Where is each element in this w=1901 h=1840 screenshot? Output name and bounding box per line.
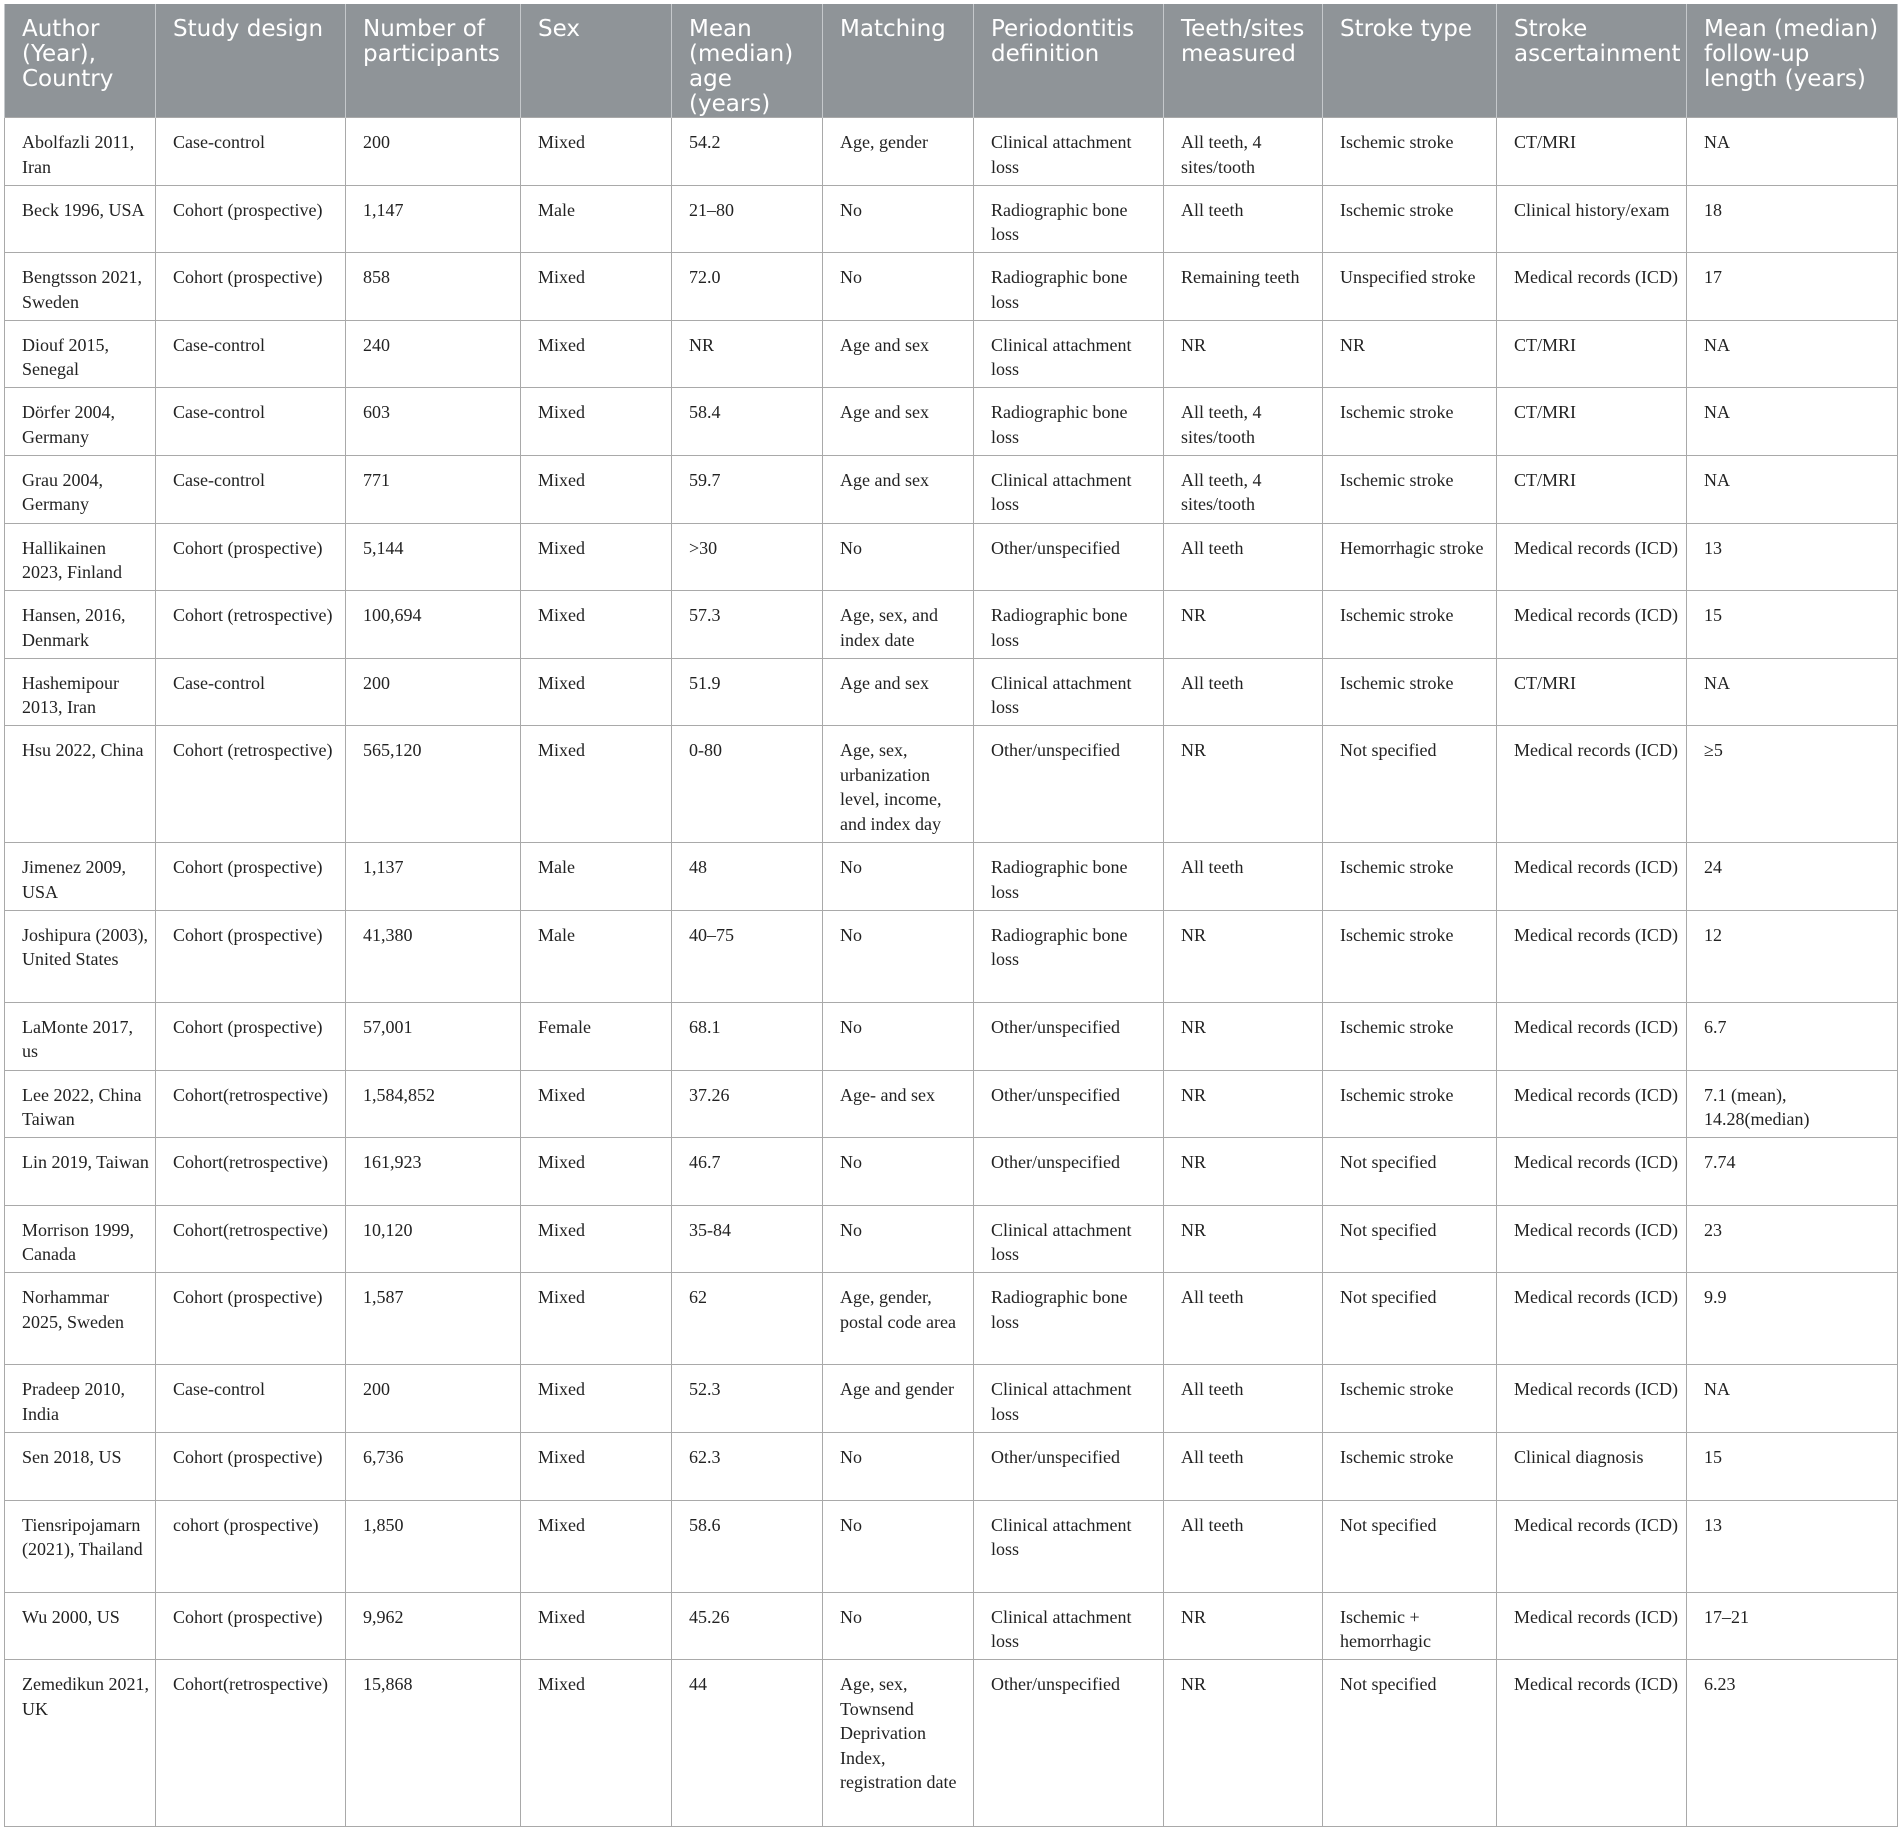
cell-stroke-type: Hemorrhagic stroke	[1323, 523, 1497, 591]
cell-participants: 1,584,852	[346, 1070, 521, 1138]
cell-matching: No	[823, 523, 974, 591]
cell-follow-up: NA	[1687, 320, 1898, 388]
cell-study-design: Cohort (prospective)	[156, 1273, 346, 1365]
cell-stroke-ascertainment: CT/MRI	[1497, 455, 1687, 523]
cell-study-design: Case-control	[156, 320, 346, 388]
cell-stroke-type: Not specified	[1323, 726, 1497, 843]
column-header-age: Mean (median) age (years)	[672, 4, 823, 118]
cell-matching: Age, gender, postal code area	[823, 1273, 974, 1365]
cell-periodontitis-definition: Radiographic bone loss	[974, 388, 1164, 456]
cell-participants: 1,587	[346, 1273, 521, 1365]
cell-author: Norhammar 2025, Sweden	[5, 1273, 156, 1365]
cell-teeth-sites: NR	[1164, 1660, 1323, 1827]
cell-age: 68.1	[672, 1002, 823, 1070]
cell-periodontitis-definition: Clinical attachment loss	[974, 118, 1164, 186]
cell-follow-up: NA	[1687, 455, 1898, 523]
cell-stroke-ascertainment: Clinical diagnosis	[1497, 1432, 1687, 1500]
cell-study-design: Cohort (prospective)	[156, 910, 346, 1002]
cell-sex: Mixed	[521, 1205, 672, 1273]
column-header-sex: Sex	[521, 4, 672, 118]
cell-periodontitis-definition: Clinical attachment loss	[974, 1592, 1164, 1660]
column-header-matching: Matching	[823, 4, 974, 118]
column-header-follow-up: Mean (median) follow-up length (years)	[1687, 4, 1898, 118]
table-row	[5, 1660, 1898, 1827]
table-row	[5, 1205, 1898, 1273]
cell-stroke-ascertainment: Medical records (ICD)	[1497, 1660, 1687, 1827]
cell-periodontitis-definition: Other/unspecified	[974, 1070, 1164, 1138]
cell-follow-up: 6.23	[1687, 1660, 1898, 1827]
cell-follow-up: 13	[1687, 523, 1898, 591]
column-header-stroke-type: Stroke type	[1323, 4, 1497, 118]
cell-stroke-type: Ischemic stroke	[1323, 910, 1497, 1002]
cell-sex: Mixed	[521, 253, 672, 321]
cell-age: 58.6	[672, 1500, 823, 1592]
table-row	[5, 726, 1898, 843]
cell-author: Bengtsson 2021, Sweden	[5, 253, 156, 321]
cell-sex: Mixed	[521, 1365, 672, 1433]
cell-study-design: Cohort (prospective)	[156, 1592, 346, 1660]
cell-stroke-type: Ischemic stroke	[1323, 1002, 1497, 1070]
cell-periodontitis-definition: Clinical attachment loss	[974, 658, 1164, 726]
cell-study-design: Case-control	[156, 118, 346, 186]
cell-periodontitis-definition: Clinical attachment loss	[974, 1365, 1164, 1433]
cell-periodontitis-definition: Other/unspecified	[974, 523, 1164, 591]
table-row	[5, 591, 1898, 659]
cell-follow-up: 9.9	[1687, 1273, 1898, 1365]
cell-follow-up: 7.1 (mean), 14.28(median)	[1687, 1070, 1898, 1138]
cell-age: 40–75	[672, 910, 823, 1002]
table-row	[5, 1432, 1898, 1500]
cell-sex: Mixed	[521, 726, 672, 843]
cell-sex: Mixed	[521, 1432, 672, 1500]
cell-sex: Mixed	[521, 118, 672, 186]
cell-participants: 1,137	[346, 843, 521, 911]
cell-sex: Mixed	[521, 658, 672, 726]
cell-teeth-sites: All teeth	[1164, 1273, 1323, 1365]
cell-study-design: cohort (prospective)	[156, 1500, 346, 1592]
cell-teeth-sites: All teeth	[1164, 843, 1323, 911]
cell-study-design: Cohort(retrospective)	[156, 1205, 346, 1273]
cell-stroke-ascertainment: CT/MRI	[1497, 658, 1687, 726]
table-row	[5, 910, 1898, 1002]
cell-study-design: Cohort (prospective)	[156, 523, 346, 591]
cell-periodontitis-definition: Clinical attachment loss	[974, 1205, 1164, 1273]
cell-stroke-ascertainment: Medical records (ICD)	[1497, 1592, 1687, 1660]
cell-matching: Age and sex	[823, 455, 974, 523]
cell-matching: No	[823, 843, 974, 911]
cell-author: Diouf 2015, Senegal	[5, 320, 156, 388]
cell-age: 37.26	[672, 1070, 823, 1138]
cell-stroke-ascertainment: Medical records (ICD)	[1497, 1138, 1687, 1206]
cell-sex: Mixed	[521, 455, 672, 523]
cell-study-design: Case-control	[156, 388, 346, 456]
cell-age: 0-80	[672, 726, 823, 843]
cell-age: 51.9	[672, 658, 823, 726]
cell-stroke-type: Unspecified stroke	[1323, 253, 1497, 321]
cell-stroke-ascertainment: Clinical history/exam	[1497, 185, 1687, 253]
cell-periodontitis-definition: Other/unspecified	[974, 1660, 1164, 1827]
cell-stroke-type: NR	[1323, 320, 1497, 388]
cell-participants: 57,001	[346, 1002, 521, 1070]
cell-periodontitis-definition: Other/unspecified	[974, 1432, 1164, 1500]
cell-study-design: Case-control	[156, 1365, 346, 1433]
cell-author: Dörfer 2004, Germany	[5, 388, 156, 456]
cell-study-design: Cohort(retrospective)	[156, 1660, 346, 1827]
cell-stroke-type: Ischemic stroke	[1323, 1432, 1497, 1500]
cell-age: 62.3	[672, 1432, 823, 1500]
table-row	[5, 658, 1898, 726]
cell-teeth-sites: All teeth	[1164, 1500, 1323, 1592]
cell-periodontitis-definition: Clinical attachment loss	[974, 320, 1164, 388]
table-row	[5, 523, 1898, 591]
cell-follow-up: NA	[1687, 118, 1898, 186]
cell-author: Hallikainen 2023, Finland	[5, 523, 156, 591]
cell-follow-up: 6.7	[1687, 1002, 1898, 1070]
cell-participants: 161,923	[346, 1138, 521, 1206]
cell-follow-up: 24	[1687, 843, 1898, 911]
cell-follow-up: 17	[1687, 253, 1898, 321]
column-header-author: Author (Year), Country	[5, 4, 156, 118]
study-characteristics-table	[4, 4, 1898, 1827]
cell-periodontitis-definition: Other/unspecified	[974, 726, 1164, 843]
cell-sex: Female	[521, 1002, 672, 1070]
cell-study-design: Case-control	[156, 455, 346, 523]
cell-stroke-type: Ischemic stroke	[1323, 843, 1497, 911]
cell-stroke-type: Not specified	[1323, 1500, 1497, 1592]
cell-stroke-ascertainment: Medical records (ICD)	[1497, 910, 1687, 1002]
cell-age: 21–80	[672, 185, 823, 253]
cell-participants: 858	[346, 253, 521, 321]
cell-participants: 200	[346, 658, 521, 726]
cell-study-design: Cohort (prospective)	[156, 1432, 346, 1500]
cell-participants: 200	[346, 118, 521, 186]
cell-author: Hashemipour 2013, Iran	[5, 658, 156, 726]
table-row	[5, 1500, 1898, 1592]
cell-study-design: Case-control	[156, 658, 346, 726]
cell-periodontitis-definition: Other/unspecified	[974, 1002, 1164, 1070]
cell-stroke-ascertainment: Medical records (ICD)	[1497, 1205, 1687, 1273]
cell-age: 62	[672, 1273, 823, 1365]
cell-study-design: Cohort (prospective)	[156, 843, 346, 911]
cell-follow-up: NA	[1687, 658, 1898, 726]
table-row	[5, 1002, 1898, 1070]
cell-matching: Age and gender	[823, 1365, 974, 1433]
cell-teeth-sites: NR	[1164, 1138, 1323, 1206]
cell-age: >30	[672, 523, 823, 591]
cell-study-design: Cohort (retrospective)	[156, 726, 346, 843]
cell-participants: 200	[346, 1365, 521, 1433]
cell-participants: 41,380	[346, 910, 521, 1002]
cell-author: Zemedikun 2021, UK	[5, 1660, 156, 1827]
cell-stroke-ascertainment: Medical records (ICD)	[1497, 591, 1687, 659]
cell-follow-up: NA	[1687, 1365, 1898, 1433]
cell-matching: No	[823, 185, 974, 253]
cell-teeth-sites: NR	[1164, 910, 1323, 1002]
cell-age: 35-84	[672, 1205, 823, 1273]
cell-teeth-sites: NR	[1164, 1592, 1323, 1660]
cell-matching: Age, sex, Townsend Deprivation Index, registration date	[823, 1660, 974, 1827]
cell-participants: 1,850	[346, 1500, 521, 1592]
cell-author: Jimenez 2009, USA	[5, 843, 156, 911]
cell-author: Joshipura (2003), United States	[5, 910, 156, 1002]
cell-sex: Mixed	[521, 591, 672, 659]
table-row	[5, 455, 1898, 523]
cell-stroke-type: Not specified	[1323, 1660, 1497, 1827]
table-row	[5, 1592, 1898, 1660]
cell-participants: 5,144	[346, 523, 521, 591]
cell-sex: Mixed	[521, 1500, 672, 1592]
cell-study-design: Cohort (prospective)	[156, 1002, 346, 1070]
cell-author: Pradeep 2010, India	[5, 1365, 156, 1433]
table-row	[5, 1070, 1898, 1138]
cell-periodontitis-definition: Radiographic bone loss	[974, 591, 1164, 659]
column-header-teeth-sites: Teeth/sites measured	[1164, 4, 1323, 118]
cell-stroke-ascertainment: Medical records (ICD)	[1497, 1002, 1687, 1070]
cell-sex: Male	[521, 843, 672, 911]
cell-age: 45.26	[672, 1592, 823, 1660]
cell-author: Tiensripojamarn (2021), Thailand	[5, 1500, 156, 1592]
table-row	[5, 1138, 1898, 1206]
cell-participants: 9,962	[346, 1592, 521, 1660]
cell-age: 48	[672, 843, 823, 911]
cell-stroke-ascertainment: Medical records (ICD)	[1497, 1273, 1687, 1365]
cell-participants: 771	[346, 455, 521, 523]
cell-stroke-type: Ischemic stroke	[1323, 658, 1497, 726]
cell-age: 52.3	[672, 1365, 823, 1433]
column-header-study-design: Study design	[156, 4, 346, 118]
cell-age: 57.3	[672, 591, 823, 659]
cell-participants: 240	[346, 320, 521, 388]
cell-teeth-sites: NR	[1164, 1070, 1323, 1138]
cell-periodontitis-definition: Other/unspecified	[974, 1138, 1164, 1206]
cell-periodontitis-definition: Radiographic bone loss	[974, 843, 1164, 911]
cell-age: 46.7	[672, 1138, 823, 1206]
table-row	[5, 1365, 1898, 1433]
cell-follow-up: 15	[1687, 1432, 1898, 1500]
cell-matching: Age and sex	[823, 388, 974, 456]
cell-teeth-sites: NR	[1164, 726, 1323, 843]
cell-study-design: Cohort(retrospective)	[156, 1138, 346, 1206]
cell-matching: No	[823, 253, 974, 321]
cell-stroke-ascertainment: Medical records (ICD)	[1497, 1365, 1687, 1433]
cell-stroke-ascertainment: Medical records (ICD)	[1497, 253, 1687, 321]
cell-stroke-type: Ischemic + hemorrhagic	[1323, 1592, 1497, 1660]
cell-stroke-type: Ischemic stroke	[1323, 118, 1497, 186]
cell-follow-up: ≥5	[1687, 726, 1898, 843]
cell-teeth-sites: NR	[1164, 320, 1323, 388]
cell-stroke-type: Ischemic stroke	[1323, 1070, 1497, 1138]
cell-author: Sen 2018, US	[5, 1432, 156, 1500]
cell-teeth-sites: All teeth, 4 sites/tooth	[1164, 118, 1323, 186]
cell-periodontitis-definition: Clinical attachment loss	[974, 455, 1164, 523]
cell-follow-up: 17–21	[1687, 1592, 1898, 1660]
cell-periodontitis-definition: Radiographic bone loss	[974, 253, 1164, 321]
cell-participants: 10,120	[346, 1205, 521, 1273]
cell-teeth-sites: All teeth, 4 sites/tooth	[1164, 455, 1323, 523]
cell-stroke-ascertainment: CT/MRI	[1497, 320, 1687, 388]
cell-teeth-sites: All teeth	[1164, 1365, 1323, 1433]
cell-follow-up: NA	[1687, 388, 1898, 456]
cell-teeth-sites: NR	[1164, 1002, 1323, 1070]
cell-sex: Mixed	[521, 320, 672, 388]
cell-age: 44	[672, 1660, 823, 1827]
cell-participants: 603	[346, 388, 521, 456]
column-header-periodontitis-definition: Periodontitis definition	[974, 4, 1164, 118]
column-header-stroke-ascertainment: Stroke ascertainment	[1497, 4, 1687, 118]
cell-teeth-sites: All teeth, 4 sites/tooth	[1164, 388, 1323, 456]
cell-author: Grau 2004, Germany	[5, 455, 156, 523]
cell-follow-up: 7.74	[1687, 1138, 1898, 1206]
cell-age: NR	[672, 320, 823, 388]
cell-stroke-ascertainment: Medical records (ICD)	[1497, 523, 1687, 591]
cell-matching: Age, gender	[823, 118, 974, 186]
cell-matching: No	[823, 1002, 974, 1070]
cell-author: Lin 2019, Taiwan	[5, 1138, 156, 1206]
cell-participants: 100,694	[346, 591, 521, 659]
cell-stroke-ascertainment: Medical records (ICD)	[1497, 1070, 1687, 1138]
cell-author: Beck 1996, USA	[5, 185, 156, 253]
cell-age: 72.0	[672, 253, 823, 321]
table-row	[5, 388, 1898, 456]
cell-follow-up: 13	[1687, 1500, 1898, 1592]
cell-stroke-ascertainment: CT/MRI	[1497, 118, 1687, 186]
cell-stroke-type: Not specified	[1323, 1138, 1497, 1206]
cell-participants: 565,120	[346, 726, 521, 843]
cell-matching: Age and sex	[823, 658, 974, 726]
cell-matching: Age, sex, and index date	[823, 591, 974, 659]
table-row	[5, 118, 1898, 186]
cell-follow-up: 15	[1687, 591, 1898, 659]
cell-study-design: Cohort (retrospective)	[156, 591, 346, 659]
table-header-row	[5, 4, 1898, 118]
cell-matching: Age, sex, urbanization level, income, and index day	[823, 726, 974, 843]
cell-sex: Mixed	[521, 1138, 672, 1206]
cell-participants: 15,868	[346, 1660, 521, 1827]
cell-participants: 6,736	[346, 1432, 521, 1500]
cell-stroke-ascertainment: CT/MRI	[1497, 388, 1687, 456]
cell-follow-up: 23	[1687, 1205, 1898, 1273]
cell-author: Wu 2000, US	[5, 1592, 156, 1660]
table-row	[5, 185, 1898, 253]
cell-study-design: Cohort(retrospective)	[156, 1070, 346, 1138]
cell-participants: 1,147	[346, 185, 521, 253]
cell-matching: No	[823, 1500, 974, 1592]
cell-matching: No	[823, 1432, 974, 1500]
cell-teeth-sites: Remaining teeth	[1164, 253, 1323, 321]
cell-teeth-sites: All teeth	[1164, 523, 1323, 591]
cell-age: 54.2	[672, 118, 823, 186]
cell-author: Lee 2022, China Taiwan	[5, 1070, 156, 1138]
cell-stroke-ascertainment: Medical records (ICD)	[1497, 726, 1687, 843]
cell-sex: Mixed	[521, 1592, 672, 1660]
cell-stroke-type: Ischemic stroke	[1323, 591, 1497, 659]
cell-teeth-sites: All teeth	[1164, 658, 1323, 726]
cell-periodontitis-definition: Clinical attachment loss	[974, 1500, 1164, 1592]
cell-author: Hansen, 2016, Denmark	[5, 591, 156, 659]
cell-matching: No	[823, 1205, 974, 1273]
table-row	[5, 843, 1898, 911]
cell-stroke-type: Not specified	[1323, 1205, 1497, 1273]
table-row	[5, 253, 1898, 321]
cell-sex: Male	[521, 910, 672, 1002]
cell-stroke-ascertainment: Medical records (ICD)	[1497, 843, 1687, 911]
cell-stroke-type: Ischemic stroke	[1323, 388, 1497, 456]
cell-study-design: Cohort (prospective)	[156, 253, 346, 321]
cell-author: Hsu 2022, China	[5, 726, 156, 843]
cell-matching: No	[823, 1138, 974, 1206]
cell-study-design: Cohort (prospective)	[156, 185, 346, 253]
cell-matching: Age and sex	[823, 320, 974, 388]
cell-teeth-sites: NR	[1164, 1205, 1323, 1273]
cell-periodontitis-definition: Radiographic bone loss	[974, 910, 1164, 1002]
cell-follow-up: 18	[1687, 185, 1898, 253]
cell-stroke-type: Not specified	[1323, 1273, 1497, 1365]
cell-age: 58.4	[672, 388, 823, 456]
cell-sex: Mixed	[521, 523, 672, 591]
cell-sex: Mixed	[521, 388, 672, 456]
cell-stroke-ascertainment: Medical records (ICD)	[1497, 1500, 1687, 1592]
table-row	[5, 1273, 1898, 1365]
column-header-participants: Number of participants	[346, 4, 521, 118]
cell-stroke-type: Ischemic stroke	[1323, 185, 1497, 253]
cell-teeth-sites: NR	[1164, 591, 1323, 659]
cell-periodontitis-definition: Radiographic bone loss	[974, 185, 1164, 253]
cell-periodontitis-definition: Radiographic bone loss	[974, 1273, 1164, 1365]
cell-follow-up: 12	[1687, 910, 1898, 1002]
cell-matching: No	[823, 910, 974, 1002]
cell-sex: Mixed	[521, 1070, 672, 1138]
cell-age: 59.7	[672, 455, 823, 523]
cell-matching: Age- and sex	[823, 1070, 974, 1138]
cell-teeth-sites: All teeth	[1164, 1432, 1323, 1500]
cell-sex: Mixed	[521, 1273, 672, 1365]
cell-author: Abolfazli 2011, Iran	[5, 118, 156, 186]
cell-author: Morrison 1999, Canada	[5, 1205, 156, 1273]
cell-sex: Mixed	[521, 1660, 672, 1827]
table-row	[5, 320, 1898, 388]
cell-teeth-sites: All teeth	[1164, 185, 1323, 253]
cell-author: LaMonte 2017, us	[5, 1002, 156, 1070]
cell-matching: No	[823, 1592, 974, 1660]
cell-stroke-type: Ischemic stroke	[1323, 455, 1497, 523]
cell-sex: Male	[521, 185, 672, 253]
cell-stroke-type: Ischemic stroke	[1323, 1365, 1497, 1433]
